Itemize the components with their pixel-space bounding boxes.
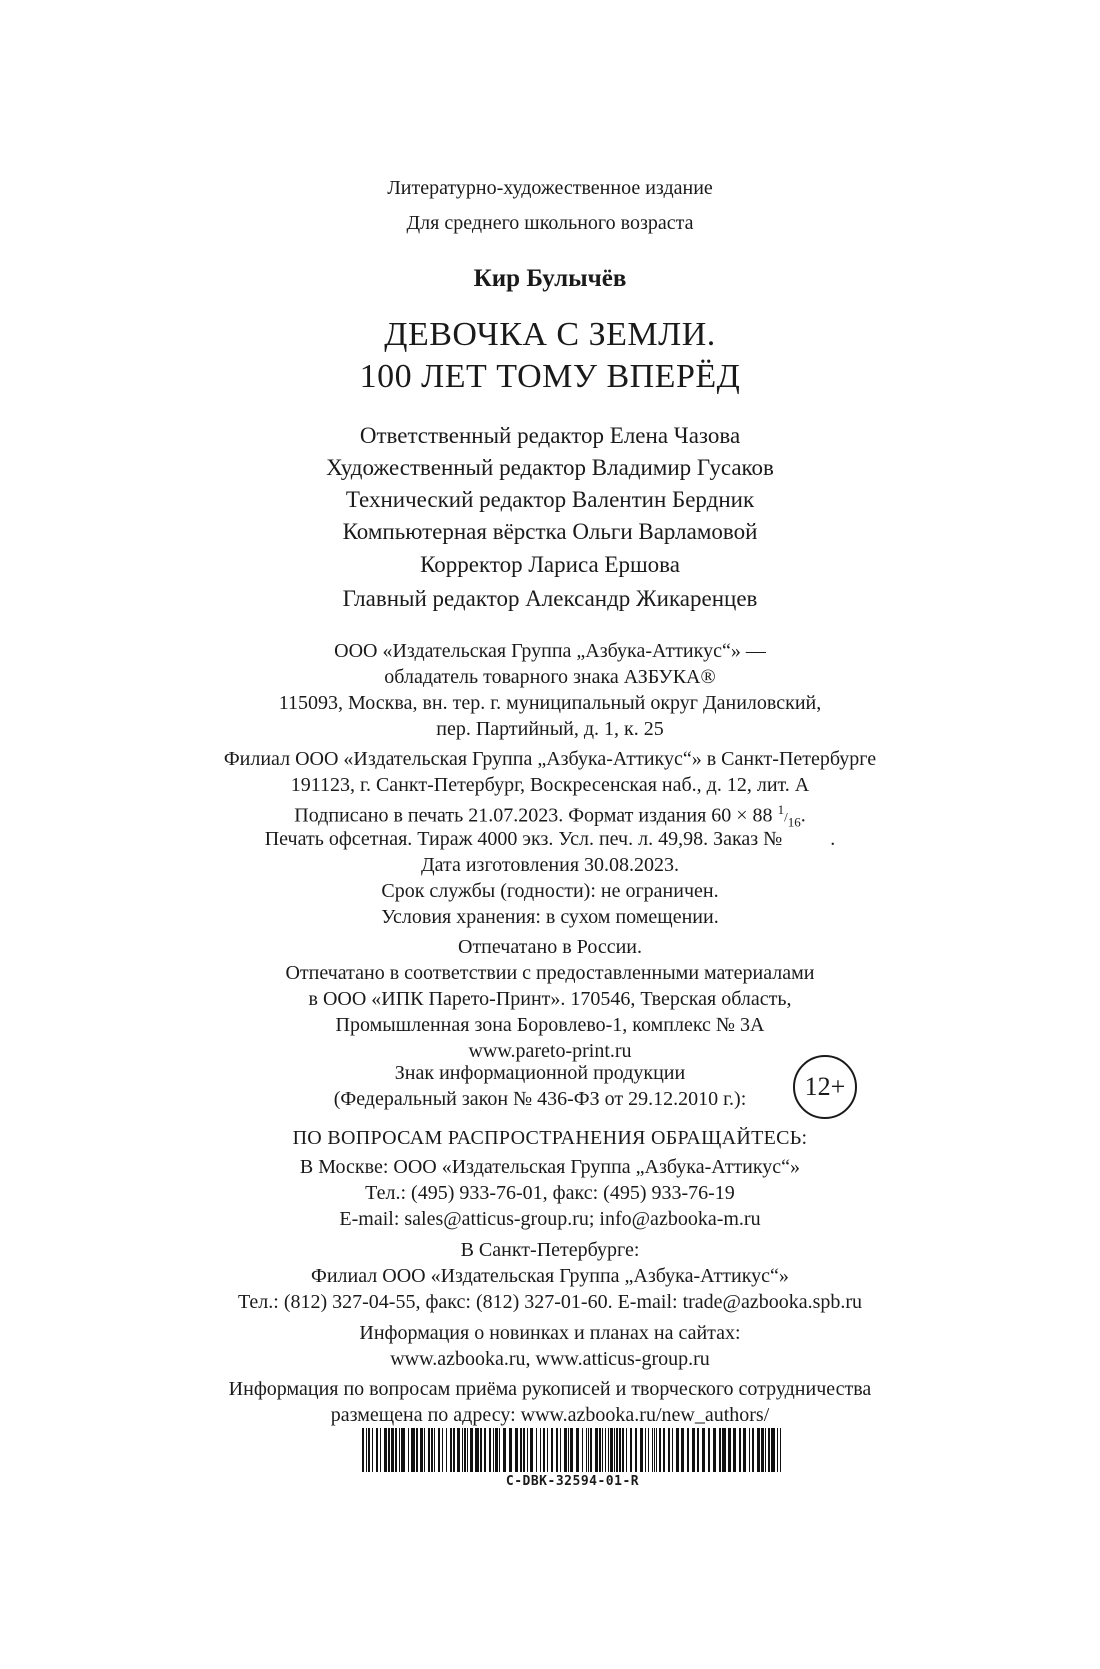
barcode-bar — [743, 1428, 746, 1472]
barcode-bar — [576, 1428, 579, 1472]
barcode-bar — [366, 1428, 367, 1472]
barcode-bar — [602, 1428, 603, 1472]
barcode-bar — [388, 1428, 390, 1472]
barcode-bar — [530, 1428, 533, 1472]
barcode-bar — [616, 1428, 618, 1472]
barcode-bar — [543, 1428, 545, 1472]
manuscripts-info: Информация по вопросам приёма рукописей и творческого сотрудничества — [228, 1378, 872, 1400]
barcode-bar — [622, 1428, 624, 1472]
format-fraction-numerator: 1 — [777, 802, 785, 817]
barcode-bar — [635, 1428, 637, 1472]
barcode-bar — [368, 1428, 370, 1472]
barcode-bar — [395, 1428, 397, 1472]
credit-line: Ответственный редактор Елена Чазова — [359, 423, 741, 448]
printer-address: Промышленная зона Боровлево-1, комплекс № 3А — [335, 1014, 765, 1036]
trademark-owner: обладатель товарного знака АЗБУКА® — [384, 666, 716, 688]
barcode-bar — [399, 1428, 400, 1472]
barcode-bar — [645, 1428, 646, 1472]
barcode-bar — [757, 1428, 760, 1472]
barcode-bar — [434, 1428, 435, 1472]
barcode-bar — [672, 1428, 673, 1472]
moscow-email: E-mail: sales@atticus-group.ru; info@azbooka-m.ru — [339, 1208, 761, 1230]
manufacture-date: Дата изготовления 30.08.2023. — [420, 854, 680, 876]
barcode-bar — [540, 1428, 541, 1472]
barcode-bar — [648, 1428, 649, 1472]
credit-line: Корректор Лариса Ершова — [420, 552, 680, 577]
barcode-bar — [608, 1428, 609, 1472]
barcode-bar — [570, 1428, 573, 1472]
printer-note: Отпечатано в соответствии с предоставленными материалами — [285, 962, 815, 984]
barcode-bar — [768, 1428, 770, 1472]
barcode-bar — [484, 1428, 486, 1472]
barcode-bar — [495, 1428, 498, 1472]
barcode-bar — [586, 1428, 587, 1472]
credit-line: Художественный редактор Владимир Гусаков — [326, 455, 774, 480]
shelf-life: Срок службы (годности): не ограничен. — [381, 880, 719, 902]
age-group: Для среднего школьного возраста — [406, 212, 694, 234]
barcode-bar — [560, 1428, 561, 1472]
barcode-bar — [752, 1428, 754, 1472]
sites-urls: www.azbooka.ru, www.atticus-group.ru — [390, 1348, 710, 1370]
barcode-bar — [493, 1428, 494, 1472]
barcode-bar — [453, 1428, 455, 1472]
barcode-bar — [362, 1428, 364, 1472]
barcode-bar — [582, 1428, 583, 1472]
barcode-bar — [416, 1428, 418, 1472]
publisher-name: ООО «Издательская Группа „Азбука-Аттикус“» — — [334, 640, 766, 662]
barcode-bar — [733, 1428, 736, 1472]
barcode-bar — [708, 1428, 710, 1472]
barcode-bar — [630, 1428, 632, 1472]
barcode-bar — [722, 1428, 726, 1472]
barcode-bar — [687, 1428, 689, 1472]
barcode-bar — [590, 1428, 592, 1472]
signed-text: Подписано в печать 21.07.2023. Формат издания 60 × 88 — [294, 804, 778, 827]
storage-conditions: Условия хранения: в сухом помещении. — [381, 906, 719, 928]
info-product-sign — [320, 1063, 760, 1109]
barcode-bar — [372, 1428, 373, 1472]
barcode-bar — [739, 1428, 741, 1472]
barcode-bar — [446, 1428, 447, 1472]
barcode-bar — [480, 1428, 482, 1472]
barcode-bar — [450, 1428, 452, 1472]
barcode-bar — [551, 1428, 553, 1472]
barcode-bar — [771, 1428, 775, 1472]
credit-line: Компьютерная вёрстка Ольги Варламовой — [342, 519, 758, 544]
barcode-bar — [547, 1428, 548, 1472]
barcode-bar — [489, 1428, 491, 1472]
barcode-bar — [713, 1428, 716, 1472]
publisher-address: 115093, Москва, вн. тер. г. муниципальный округ Даниловский, — [278, 692, 822, 714]
barcode-bar — [457, 1428, 460, 1472]
barcode-bar — [376, 1428, 378, 1472]
manuscripts-url: размещена по адресу: www.azbooka.ru/new_authors/ — [330, 1404, 770, 1426]
barcode-code: C-DBK-32594-01-R — [505, 1474, 640, 1489]
barcode-bar — [408, 1428, 409, 1472]
barcode-bar — [564, 1428, 567, 1472]
barcode-bar — [391, 1428, 394, 1472]
barcode-bar — [614, 1428, 615, 1472]
barcode-bar — [619, 1428, 621, 1472]
barcode-bar — [681, 1428, 684, 1472]
barcode-bar — [499, 1428, 500, 1472]
barcode-bar — [656, 1428, 657, 1472]
barcode-bar — [719, 1428, 721, 1472]
barcode-bar — [431, 1428, 433, 1472]
author-name: Кир Булычёв — [473, 265, 627, 292]
moscow-contact: В Москве: ООО «Издательская Группа „Азбука-Аттикус“» — [299, 1156, 801, 1178]
barcode-bar — [749, 1428, 750, 1472]
barcode-bar — [401, 1428, 405, 1472]
barcode-bar — [411, 1428, 415, 1472]
credit-line: Технический редактор Валентин Бердник — [345, 487, 755, 512]
barcode-bar — [467, 1428, 468, 1472]
print-run: Печать офсетная. Тираж 4000 экз. Усл. печ. л. 49,98. Заказ № . — [264, 828, 836, 850]
barcode-bar — [515, 1428, 518, 1472]
barcode-bar — [599, 1428, 601, 1472]
publisher-address-2: пер. Партийный, д. 1, к. 25 — [436, 718, 664, 740]
barcode-bar — [420, 1428, 423, 1472]
signed-to-print: Подписано в печать 21.07.2023. Формат издания 60 × 88 $^1/_{16}$. — [294, 802, 806, 830]
barcode-bar — [536, 1428, 537, 1472]
moscow-phone: Тел.: (495) 933-76-01, факс: (495) 933-76-19 — [365, 1182, 735, 1204]
barcode-bar — [527, 1428, 528, 1472]
info-sign-law: (Федеральный закон № 436-ФЗ от 29.12.2010 г.): — [333, 1088, 747, 1110]
barcode-bar — [475, 1428, 479, 1472]
barcode-bar — [442, 1428, 443, 1472]
barcode-bar — [588, 1428, 589, 1472]
age-rating-badge: 12+ — [793, 1055, 857, 1119]
spb-contact: Филиал ООО «Издательская Группа „Азбука-Аттикус“» — [311, 1265, 789, 1287]
barcode-bar — [470, 1428, 473, 1472]
barcode-bar — [765, 1428, 766, 1472]
barcode-bar — [777, 1428, 778, 1472]
distribution-heading: ПО ВОПРОСАМ РАСПРОСТРАНЕНИЯ ОБРАЩАЙТЕСЬ: — [292, 1127, 808, 1149]
info-sign-label: Знак информационной продукции — [394, 1062, 686, 1084]
barcode-bar — [464, 1428, 466, 1472]
barcode-bar — [780, 1428, 781, 1472]
format-fraction-denominator: 16 — [787, 814, 801, 830]
sites-label: Информация о новинках и планах на сайтах: — [359, 1322, 741, 1344]
barcode — [360, 1428, 785, 1472]
barcode-bar — [654, 1428, 655, 1472]
barcode-bar — [663, 1428, 665, 1472]
barcode-bar — [676, 1428, 679, 1472]
branch-address: 191123, г. Санкт-Петербург, Воскресенская наб., д. 12, лит. А — [290, 774, 810, 796]
barcode-bar — [728, 1428, 731, 1472]
spb-heading: В Санкт-Петербурге: — [460, 1239, 640, 1261]
barcode-bar — [520, 1428, 522, 1472]
barcode-bar — [380, 1428, 381, 1472]
printed-in: Отпечатано в России. — [458, 936, 642, 958]
barcode-bar — [556, 1428, 558, 1472]
barcode-bar — [605, 1428, 606, 1472]
barcode-bar — [523, 1428, 525, 1472]
barcode-bar — [626, 1428, 627, 1472]
branch-name: Филиал ООО «Издательская Группа „Азбука-Аттикус“» в Санкт-Петербурге — [223, 748, 877, 770]
barcode-bar — [509, 1428, 512, 1472]
barcode-bar — [384, 1428, 387, 1472]
spb-phone: Тел.: (812) 327-04-55, факс: (812) 327-01-60. E-mail: trade@azbooka.spb.ru — [237, 1291, 863, 1313]
credit-line: Главный редактор Александр Жикаренцев — [342, 586, 758, 611]
barcode-bar — [659, 1428, 661, 1472]
barcode-bar — [428, 1428, 430, 1472]
barcode-bar — [503, 1428, 506, 1472]
barcode-bar — [692, 1428, 695, 1472]
barcode-bar — [462, 1428, 463, 1472]
barcode-bar — [438, 1428, 440, 1472]
barcode-bar — [697, 1428, 699, 1472]
barcode-bar — [595, 1428, 598, 1472]
printer-website: www.pareto-print.ru — [468, 1040, 632, 1062]
barcode-bar — [424, 1428, 425, 1472]
barcode-bar — [761, 1428, 764, 1472]
barcode-bar — [668, 1428, 670, 1472]
edition-type: Литературно-художественное издание — [387, 177, 713, 199]
printer-name: в ООО «ИПК Парето-Принт». 170546, Тверская область, — [308, 988, 792, 1010]
print-run-text: Печать офсетная. Тираж 4000 экз. Усл. печ. л. 49,98. Заказ № — [264, 828, 783, 850]
barcode-bar — [568, 1428, 569, 1472]
barcode-bar — [640, 1428, 643, 1472]
book-title-line-1: ДЕВОЧКА С ЗЕМЛИ. — [384, 316, 716, 353]
barcode-bar — [652, 1428, 653, 1472]
barcode-bar — [610, 1428, 613, 1472]
book-title-line-2: 100 ЛЕТ ТОМУ ВПЕРЁД — [359, 358, 741, 395]
barcode-bar — [702, 1428, 705, 1472]
